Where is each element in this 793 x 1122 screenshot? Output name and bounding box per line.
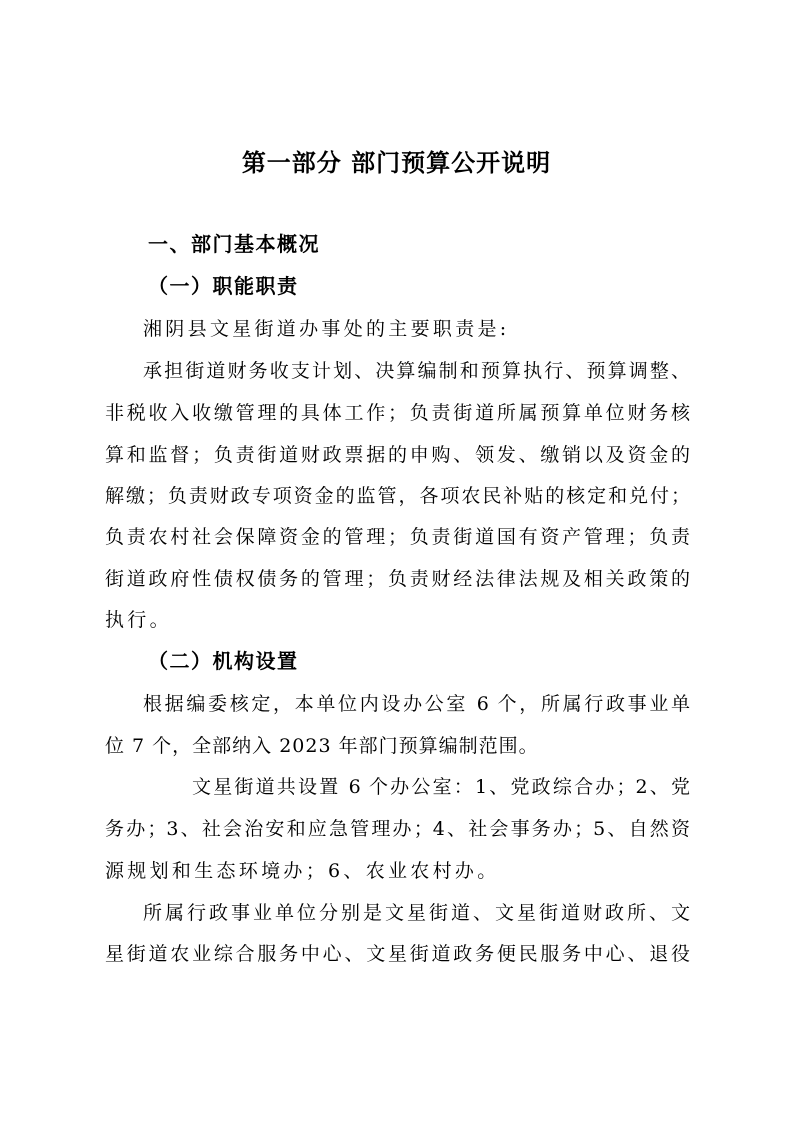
units-paragraph-line: 所属行政事业单位分别是文星街道、文星街道财政所、文	[143, 902, 690, 924]
duties-body-line: 非税收入收缴管理的具体工作；负责街道所属预算单位财务核	[105, 402, 690, 424]
page-title: 第一部分 部门预算公开说明	[241, 148, 552, 177]
offices-paragraph-line: 文星街道共设置 6 个办公室：1、党政综合办；2、党	[192, 776, 690, 798]
offices-paragraph-line: 务办；3、社会治安和应急管理办；4、社会事务办；5、自然资	[105, 818, 690, 840]
duties-body-line: 街道政府性债权债务的管理；负责财经法律法规及相关政策的	[105, 568, 690, 590]
section-heading-basic-overview: 一、部门基本概况	[148, 232, 320, 256]
offices-paragraph-line: 源规划和生态环境办；6、农业农村办。	[105, 860, 500, 882]
units-paragraph-line: 星街道农业综合服务中心、文星街道政务便民服务中心、退役	[105, 943, 690, 965]
subsection-heading-organization: （二）机构设置	[148, 649, 299, 673]
subsection-heading-duties: （一）职能职责	[148, 274, 299, 298]
duties-intro-line: 湘阴县文星街道办事处的主要职责是:	[143, 318, 510, 340]
duties-body-line: 承担街道财务收支计划、决算编制和预算执行、预算调整、	[143, 360, 690, 382]
organization-paragraph-line: 位 7 个，全部纳入 2023 年部门预算编制范围。	[105, 735, 539, 757]
duties-body-line: 算和监督；负责街道财政票据的申购、领发、缴销以及资金的	[105, 444, 690, 466]
duties-body-line: 执行。	[105, 609, 172, 631]
duties-body-line: 负责农村社会保障资金的管理；负责街道国有资产管理；负责	[105, 526, 690, 548]
organization-paragraph-line: 根据编委核定，本单位内设办公室 6 个，所属行政事业单	[143, 693, 690, 715]
duties-body-line: 解缴；负责财政专项资金的监管，各项农民补贴的核定和兑付；	[105, 485, 690, 507]
